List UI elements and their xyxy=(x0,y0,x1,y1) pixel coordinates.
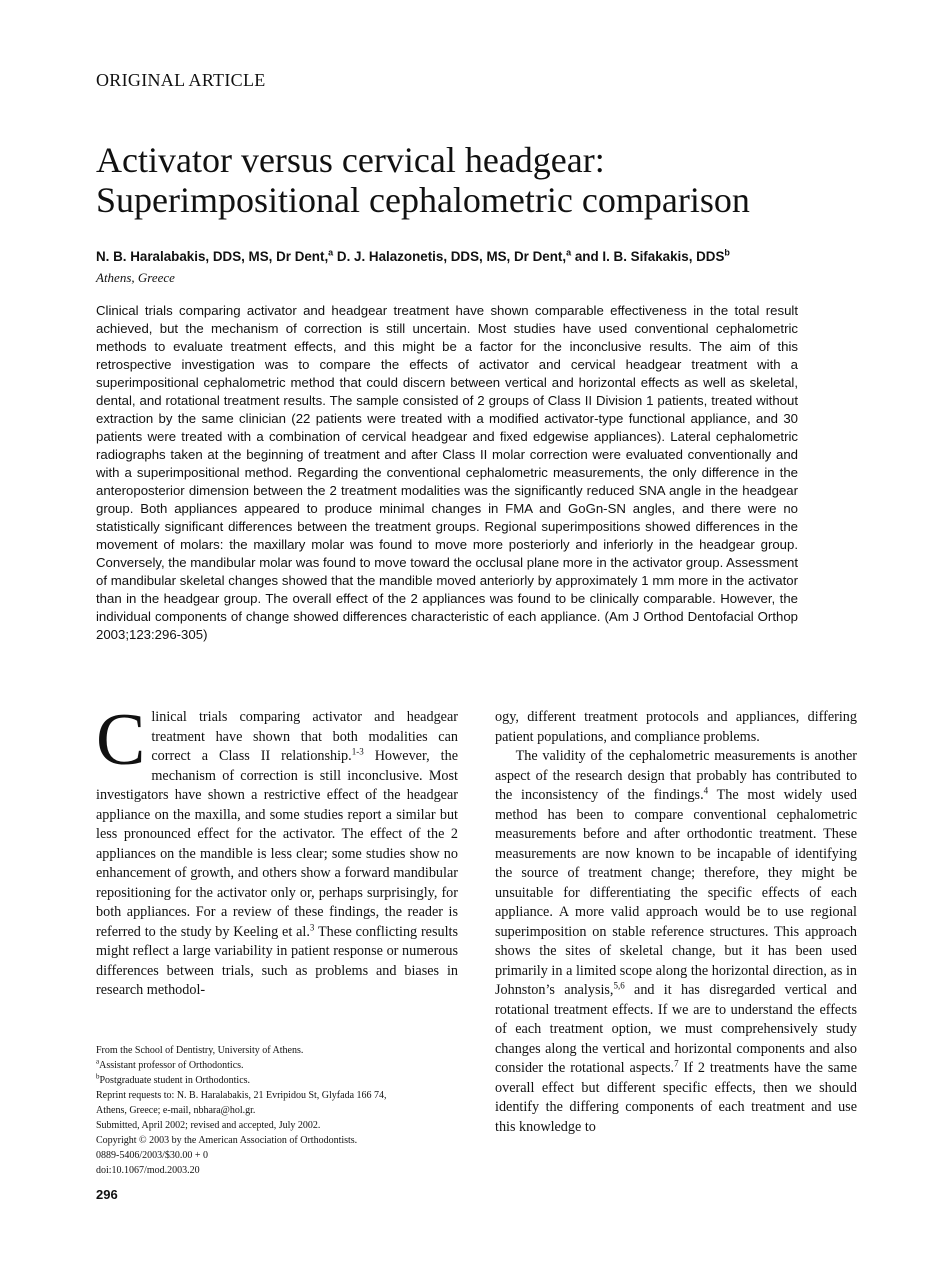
author-1: N. B. Haralabakis, DDS, MS, Dr Dent, xyxy=(96,249,329,264)
body-text: The most widely used method has been to compare conventional cephalometric measurements before and after orthodontic treatment. These measurements are now known to be incapable of identifying the source of treatment change; therefore, they might be unsuitable for differentiating the specific effects of each appliance. A more valid approach would be to use regional superimposition on stable reference structures. This approach shows the sites of skeletal change, but it has been used primarily in a limited scope along the horizontal direction, as in Johnston’s analysis, xyxy=(495,787,857,998)
footnote-reprint-2: Athens, Greece; e-mail, nbhara@hol.gr. xyxy=(96,1105,256,1116)
section-label: ORIGINAL ARTICLE xyxy=(96,70,266,90)
body-paragraph: ogy, different treatment protocols and appliances, differing patient populations, and compliance problems. xyxy=(495,709,857,745)
footnote-b xyxy=(96,1073,466,1088)
body-text: If 2 treatments have the same overall effect but different specific effects, then we should identify the differing components of each treatment and use this knowledge to xyxy=(495,1060,858,1135)
citation-ref: 1-3 xyxy=(351,746,364,757)
footnote-mark: b xyxy=(96,1072,100,1081)
author-conjunction: and xyxy=(571,249,603,264)
body-column-right xyxy=(495,708,857,1137)
drop-cap: C xyxy=(96,699,146,781)
citation-ref: 3 xyxy=(309,921,315,932)
body-paragraph xyxy=(495,747,857,1137)
abstract: Clinical trials comparing activator and headgear treatment have shown comparable effectiveness in the total result achieved, but the mechanism of correction is still uncertain. Most studies have used conventional cephalometric methods to evaluate treatment effects, and this might be a factor for the inconclusive results. The aim of this retrospective investigation was to compare the effects of activator and cervical headgear treatment with a superimpositional cephalometric method that could discern between vertical and horizontal effects as well as skeletal, dental, and rotational treatment results. The sample consisted of 2 groups of Class II Division 1 patients, treated without extraction by the same clinician (22 patients were treated with a modified activator-type functional appliance, and 30 patients were treated with a combination of cervical headgear and fixed edgewise appliances). Lateral cephalometric radiographs taken at the beginning of treatment and after Class II molar correction were evaluated conventionally and with a superimpositional method. Regarding the conventional cephalometric measurements, the only difference in the anteroposterior dimension between the 2 treatment modalities was the significantly reduced SNA angle in the headgear group. Both appliances appeared to produce minimal changes in FMA and GoGn-SN angles, and there were no statistically significant differences between the treatment groups. Regional superimpositions showed differences in the movement of molars: the maxillary molar was found to move more posteriorly and inferiorly in the headgear group. Conversely, the mandibular molar was found to move toward the occlusal plane more in the activator group. Assessment of mandibular skeletal changes showed that the mandible moved anteriorly by approximately 1 mm more in the activator than in the headgear group. The overall effect of the 2 appliances was found to be clinically comparable. However, the individual components of change showed differences characteristic of each appliance. (Am J Orthod Dentofacial Orthop 2003;123:296-305) xyxy=(96,303,798,642)
footnote-reprint-1: Reprint requests to: N. B. Haralabakis, 21 Evripidou St, Glyfada 166 74, xyxy=(96,1090,387,1101)
author-2-affiliation-mark: a xyxy=(566,247,572,258)
footnote-doi: doi:10.1067/mod.2003.20 xyxy=(96,1165,200,1176)
footnote-school: From the School of Dentistry, University of Athens. xyxy=(96,1045,304,1056)
author-3: I. B. Sifakakis, DDS xyxy=(602,249,725,264)
author-1-affiliation-mark: a xyxy=(328,247,334,258)
footnote-text: Postgraduate student in Orthodontics. xyxy=(99,1075,251,1086)
citation-ref: 4 xyxy=(703,785,709,796)
citation-ref: 5,6 xyxy=(613,980,625,991)
author-location: Athens, Greece xyxy=(96,270,175,285)
page-number: 296 xyxy=(96,1187,118,1202)
body-text: These conflicting results might reflect a large variability in patient response or numerous differences between trials, such as problems and biases in research methodol- xyxy=(96,923,459,998)
author-list xyxy=(96,249,876,264)
article-title-line-1: Activator versus cervical headgear: xyxy=(96,140,605,180)
body-paragraph xyxy=(96,699,459,1001)
footnote-text: Assistant professor of Orthodontics. xyxy=(99,1060,244,1071)
footnote-copyright: Copyright © 2003 by the American Association of Orthodontists. xyxy=(96,1135,358,1146)
citation-ref: 7 xyxy=(674,1058,679,1069)
body-text: The validity of the cephalometric measurements is another aspect of the research design that probably has contributed to the inconsistency of the findings. xyxy=(495,748,857,803)
body-column-left xyxy=(96,699,459,1001)
footnote-issn: 0889-5406/2003/$30.00 + 0 xyxy=(96,1150,209,1161)
footnote-mark: a xyxy=(96,1057,100,1066)
footnote-a xyxy=(96,1058,466,1073)
author-2: D. J. Halazonetis, DDS, MS, Dr Dent, xyxy=(333,249,567,264)
article-title-line-2: Superimpositional cephalometric comparison xyxy=(96,180,750,220)
body-text: and it has disregarded vertical and rotational treatment effects. If we are to understand the effects of each treatment option, we must comprehensively study changes along the vertical and horizontal components and also consider the rotational aspects. xyxy=(495,982,857,1076)
footnotes xyxy=(96,1043,466,1178)
footnote-submitted: Submitted, April 2002; revised and accepted, July 2002. xyxy=(96,1120,321,1131)
article-title xyxy=(96,140,876,220)
body-text: However, the mechanism of correction is still inconclusive. Most investigators have shown a restrictive effect of the headgear appliance on the maxilla, and some studies report a similar but less pronounced effect for the activator. The effect of the 2 appliances on the mandible is less clear; some studies show no enhancement of growth, and others show a forward mandibular repositioning for the activator only or, perhaps surprisingly, for both appliances. For a review of these findings, the reader is referred to the study by Keeling et al. xyxy=(96,748,458,940)
author-3-affiliation-mark: b xyxy=(724,247,730,258)
body-text: linical trials comparing activator and headgear treatment have shown that both modalities can correct a Class II relationship. xyxy=(151,709,458,764)
